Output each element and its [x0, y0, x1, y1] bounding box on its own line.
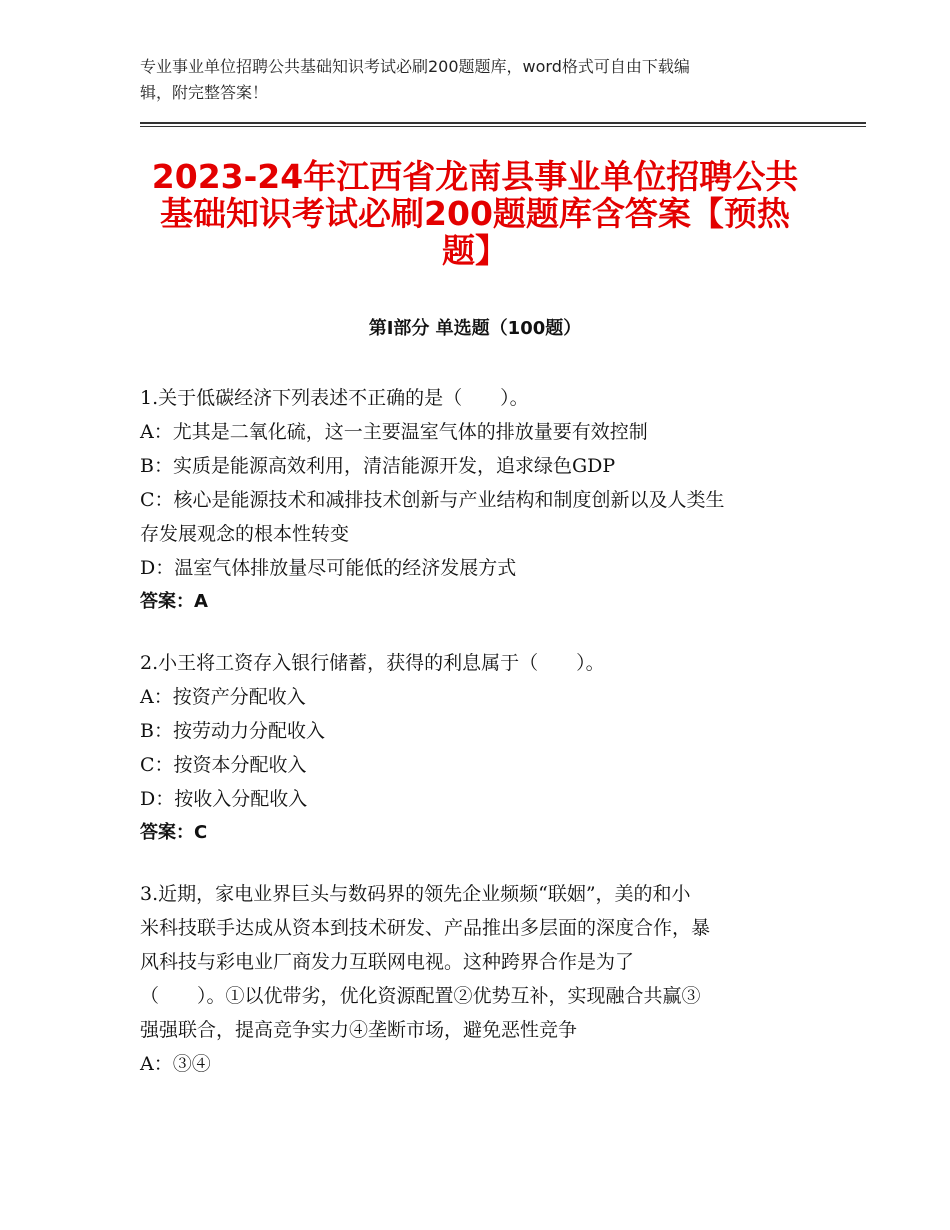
option-b: B：实质是能源高效利用，清洁能源开发，追求绿色GDP [140, 455, 616, 477]
option-c: C：按资本分配收入 [140, 754, 307, 776]
question-stem-continued: 风科技与彩电业厂商发力互联网电视。这种跨界合作是为了 [140, 951, 635, 973]
option-c-continued: 存发展观念的根本性转变 [140, 523, 350, 545]
question-stem: 1.关于低碳经济下列表述不正确的是（ ）。 [140, 387, 529, 409]
question-stem-continued: 强强联合，提高竞争实力④垄断市场，避免恶性竞争 [140, 1019, 578, 1041]
header-divider-thin [140, 126, 866, 127]
option-a: A：按资产分配收入 [140, 686, 306, 708]
section-title: 第Ⅰ部分 单选题（100题） [368, 318, 582, 339]
option-b: B：按劳动力分配收入 [140, 720, 325, 742]
header-divider [140, 122, 866, 124]
title-line: 2023-24年江西省龙南县事业单位招聘公共 [151, 157, 799, 196]
question-stem-continued: （ ）。①以优带劣，优化资源配置②优势互补，实现融合共赢③ [140, 985, 701, 1007]
header-note-line: 辑，附完整答案！ [140, 83, 269, 102]
question-stem-continued: 米科技联手达成从资本到技术研发、产品推出多层面的深度合作，暴 [140, 917, 711, 939]
title-line: 基础知识考试必刷200题题库含答案【预热 [160, 194, 790, 233]
question-list [140, 381, 810, 1108]
title-line: 题】 [442, 231, 508, 270]
option-d: D：按收入分配收入 [140, 788, 308, 810]
header-note [140, 54, 800, 106]
answer: 答案：A [140, 591, 208, 612]
answer: 答案：C [140, 822, 208, 843]
question-stem: 2.小王将工资存入银行储蓄，获得的利息属于（ ）。 [140, 652, 605, 674]
option-a: A：③④ [140, 1053, 211, 1075]
question-2 [140, 646, 810, 850]
question-1 [140, 381, 810, 619]
option-c: C：核心是能源技术和减排技术创新与产业结构和制度创新以及人类生 [140, 489, 725, 511]
question-stem: 3.近期，家电业界巨头与数码界的领先企业频频“联姻”，美的和小 [140, 883, 691, 905]
option-a: A：尤其是二氧化硫，这一主要温室气体的排放量要有效控制 [140, 421, 648, 443]
option-d: D：温室气体排放量尽可能低的经济发展方式 [140, 557, 517, 579]
header-note-line: 专业事业单位招聘公共基础知识考试必刷200题题库，word格式可自由下载编 [140, 57, 690, 76]
document-title [130, 158, 820, 269]
question-3 [140, 877, 810, 1081]
